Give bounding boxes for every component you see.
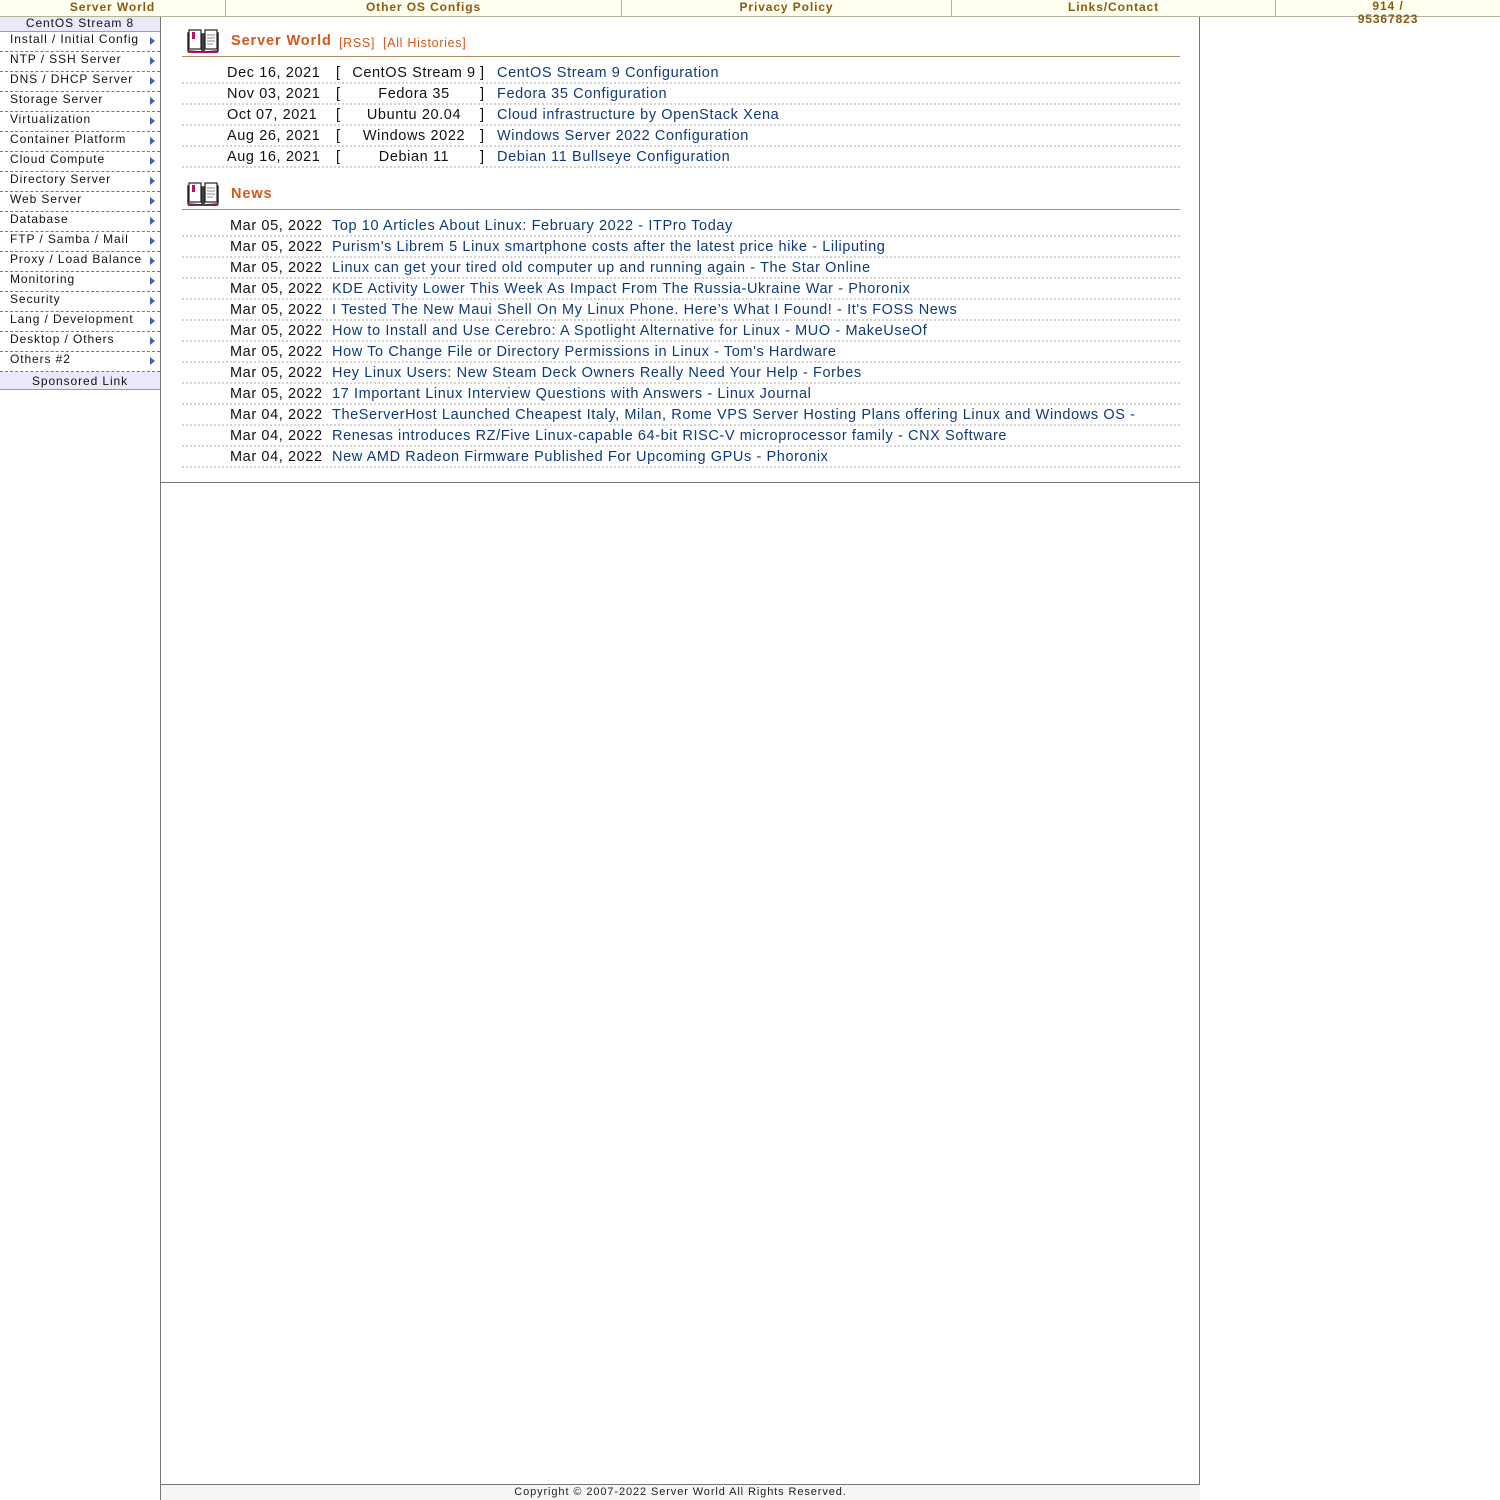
news-link[interactable]: Linux can get your tired old computer up and running again - The Star Online <box>332 260 871 276</box>
sidebar-item-label: Security <box>10 292 61 306</box>
triangle-right-icon <box>150 317 155 325</box>
bracket-close: ] <box>480 107 485 123</box>
server-world-header <box>182 27 1180 57</box>
news-link[interactable]: Hey Linux Users: New Steam Deck Owners Really Need Your Help - Forbes <box>332 365 862 381</box>
triangle-right-icon <box>150 337 155 345</box>
sponsored-link-label: Sponsored Link <box>0 372 160 390</box>
news-row <box>182 300 1180 321</box>
news-link[interactable]: New AMD Radeon Firmware Published For Upcoming GPUs - Phoronix <box>332 449 829 465</box>
bracket-close: ] <box>480 128 485 144</box>
news-link[interactable]: Renesas introduces RZ/Five Linux-capable 64-bit RISC-V microprocessor family - CNX Software <box>332 428 1008 444</box>
news-row <box>182 321 1180 342</box>
sidebar-item-label: Virtualization <box>10 112 92 126</box>
sidebar-item[interactable] <box>0 272 160 292</box>
bracket-close: ] <box>480 149 485 165</box>
triangle-right-icon <box>150 197 155 205</box>
sidebar-item-label: Directory Server <box>10 172 112 186</box>
bracket-open: [ <box>336 149 341 165</box>
visitor-counter <box>1275 0 1500 26</box>
bracket-open: [ <box>336 128 341 144</box>
triangle-right-icon <box>150 277 155 285</box>
section-title-server-world: Server World <box>231 33 332 49</box>
sidebar-item[interactable] <box>0 352 160 372</box>
sidebar-item-label: Database <box>10 212 69 226</box>
sidebar-item-label: Web Server <box>10 192 83 206</box>
history-date: Aug 16, 2021 <box>227 149 321 165</box>
news-row <box>182 426 1180 447</box>
news-row <box>182 342 1180 363</box>
triangle-right-icon <box>150 357 155 365</box>
triangle-right-icon <box>150 97 155 105</box>
news-row <box>182 258 1180 279</box>
news-link[interactable]: I Tested The New Maui Shell On My Linux Phone. Here’s What I Found! - It's FOSS News <box>332 302 958 318</box>
history-date: Oct 07, 2021 <box>227 107 318 123</box>
open-book-icon <box>186 27 220 53</box>
sidebar-item[interactable] <box>0 112 160 132</box>
history-os: Debian 11 <box>378 149 450 165</box>
triangle-right-icon <box>150 117 155 125</box>
sidebar-item-label: Others #2 <box>10 352 71 366</box>
sidebar-item-label: Cloud Compute <box>10 152 106 166</box>
history-os: Ubuntu 20.04 <box>366 107 462 123</box>
news-link[interactable]: How To Change File or Directory Permissions in Linux - Tom's Hardware <box>332 344 837 360</box>
news-date: Mar 05, 2022 <box>230 386 323 402</box>
news-row <box>182 447 1180 468</box>
sidebar-item-label: DNS / DHCP Server <box>10 72 134 86</box>
sidebar-item[interactable] <box>0 32 160 52</box>
triangle-right-icon <box>150 77 155 85</box>
rss-link[interactable]: [RSS] <box>339 36 376 50</box>
triangle-right-icon <box>150 37 155 45</box>
history-os: CentOS Stream 9 <box>352 65 476 81</box>
triangle-right-icon <box>150 157 155 165</box>
news-date: Mar 05, 2022 <box>230 281 323 297</box>
sidebar-header: CentOS Stream 8 <box>0 17 160 32</box>
news-date: Mar 05, 2022 <box>230 218 323 234</box>
counter-total: 95367823 <box>1357 12 1419 26</box>
news-row <box>182 279 1180 300</box>
nav-privacy-policy[interactable]: Privacy Policy <box>621 0 951 16</box>
news-date: Mar 04, 2022 <box>230 428 323 444</box>
history-link[interactable]: Debian 11 Bullseye Configuration <box>497 149 731 165</box>
news-link[interactable]: How to Install and Use Cerebro: A Spotlight Alternative for Linux - MUO - MakeUseOf <box>332 323 928 339</box>
news-link[interactable]: KDE Activity Lower This Week As Impact From The Russia-Ukraine War - Phoronix <box>332 281 911 297</box>
history-link[interactable]: Fedora 35 Configuration <box>497 86 668 102</box>
news-date: Mar 05, 2022 <box>230 323 323 339</box>
sidebar-item-label: Lang / Development <box>10 312 134 326</box>
open-book-icon <box>186 180 220 206</box>
news-row <box>182 384 1180 405</box>
bracket-close: ] <box>480 65 485 81</box>
history-row <box>182 105 1180 126</box>
sidebar-item[interactable] <box>0 292 160 312</box>
news-link[interactable]: TheServerHost Launched Cheapest Italy, Milan, Rome VPS Server Hosting Plans offering Linux and Windows OS - <box>332 407 1136 423</box>
news-row <box>182 216 1180 237</box>
nav-server-world[interactable]: Server World <box>69 0 156 14</box>
news-link[interactable]: Top 10 Articles About Linux: February 2022 - ITPro Today <box>332 218 733 234</box>
sidebar-item[interactable] <box>0 172 160 192</box>
triangle-right-icon <box>150 237 155 245</box>
footer-copyright: Copyright © 2007-2022 Server World All Rights Reserved. <box>161 1484 1200 1500</box>
sidebar-item[interactable] <box>0 332 160 352</box>
history-link[interactable]: Windows Server 2022 Configuration <box>497 128 749 144</box>
sidebar-item[interactable] <box>0 132 160 152</box>
triangle-right-icon <box>150 217 155 225</box>
all-histories-link[interactable]: [All Histories] <box>383 36 467 50</box>
bracket-close: ] <box>480 86 485 102</box>
sidebar-item-label: Proxy / Load Balance <box>10 252 143 266</box>
sidebar-item[interactable] <box>0 92 160 112</box>
sidebar-item[interactable] <box>0 232 160 252</box>
news-date: Mar 05, 2022 <box>230 344 323 360</box>
main-content <box>160 17 1200 1500</box>
news-header <box>182 180 1180 210</box>
bracket-open: [ <box>336 65 341 81</box>
sidebar-item-label: Container Platform <box>10 132 127 146</box>
history-row <box>182 63 1180 84</box>
bracket-open: [ <box>336 107 341 123</box>
history-os: Windows 2022 <box>362 128 466 144</box>
news-date: Mar 05, 2022 <box>230 260 323 276</box>
news-row <box>182 237 1180 258</box>
sidebar-item-label: Monitoring <box>10 272 76 286</box>
history-link[interactable]: Cloud infrastructure by OpenStack Xena <box>497 107 780 123</box>
history-row <box>182 147 1180 168</box>
history-row <box>182 126 1180 147</box>
news-date: Mar 05, 2022 <box>230 239 323 255</box>
sidebar-item[interactable] <box>0 72 160 92</box>
news-date: Mar 05, 2022 <box>230 365 323 381</box>
history-row <box>182 84 1180 105</box>
triangle-right-icon <box>150 177 155 185</box>
history-date: Dec 16, 2021 <box>227 65 321 81</box>
sidebar-item-label: Install / Initial Config <box>10 32 139 46</box>
triangle-right-icon <box>150 257 155 265</box>
triangle-right-icon <box>150 57 155 65</box>
sidebar-item-label: Storage Server <box>10 92 104 106</box>
sidebar-item[interactable] <box>0 152 160 172</box>
history-date: Nov 03, 2021 <box>227 86 321 102</box>
sidebar-item[interactable] <box>0 312 160 332</box>
news-date: Mar 04, 2022 <box>230 449 323 465</box>
triangle-right-icon <box>150 137 155 145</box>
nav-other-os-configs[interactable]: Other OS Configs <box>225 0 621 16</box>
sidebar <box>0 17 160 390</box>
history-os: Fedora 35 <box>378 86 450 102</box>
sidebar-item[interactable] <box>0 252 160 272</box>
news-row <box>182 363 1180 384</box>
triangle-right-icon <box>150 297 155 305</box>
history-link[interactable]: CentOS Stream 9 Configuration <box>497 65 720 81</box>
counter-today: 914 / <box>1372 0 1404 13</box>
sidebar-item[interactable] <box>0 192 160 212</box>
sidebar-item-label: Desktop / Others <box>10 332 115 346</box>
news-date: Mar 04, 2022 <box>230 407 323 423</box>
bracket-open: [ <box>336 86 341 102</box>
news-link[interactable]: 17 Important Linux Interview Questions with Answers - Linux Journal <box>332 386 812 402</box>
nav-links-contact[interactable]: Links/Contact <box>951 0 1275 16</box>
sidebar-item-label: FTP / Samba / Mail <box>10 232 129 246</box>
sidebar-item[interactable] <box>0 52 160 72</box>
sidebar-item[interactable] <box>0 212 160 232</box>
news-link[interactable]: Purism's Librem 5 Linux smartphone costs after the latest price hike - Liliputing <box>332 239 886 255</box>
history-date: Aug 26, 2021 <box>227 128 321 144</box>
sidebar-item-label: NTP / SSH Server <box>10 52 122 66</box>
section-title-news: News <box>231 186 273 202</box>
news-date: Mar 05, 2022 <box>230 302 323 318</box>
news-row <box>182 405 1180 426</box>
